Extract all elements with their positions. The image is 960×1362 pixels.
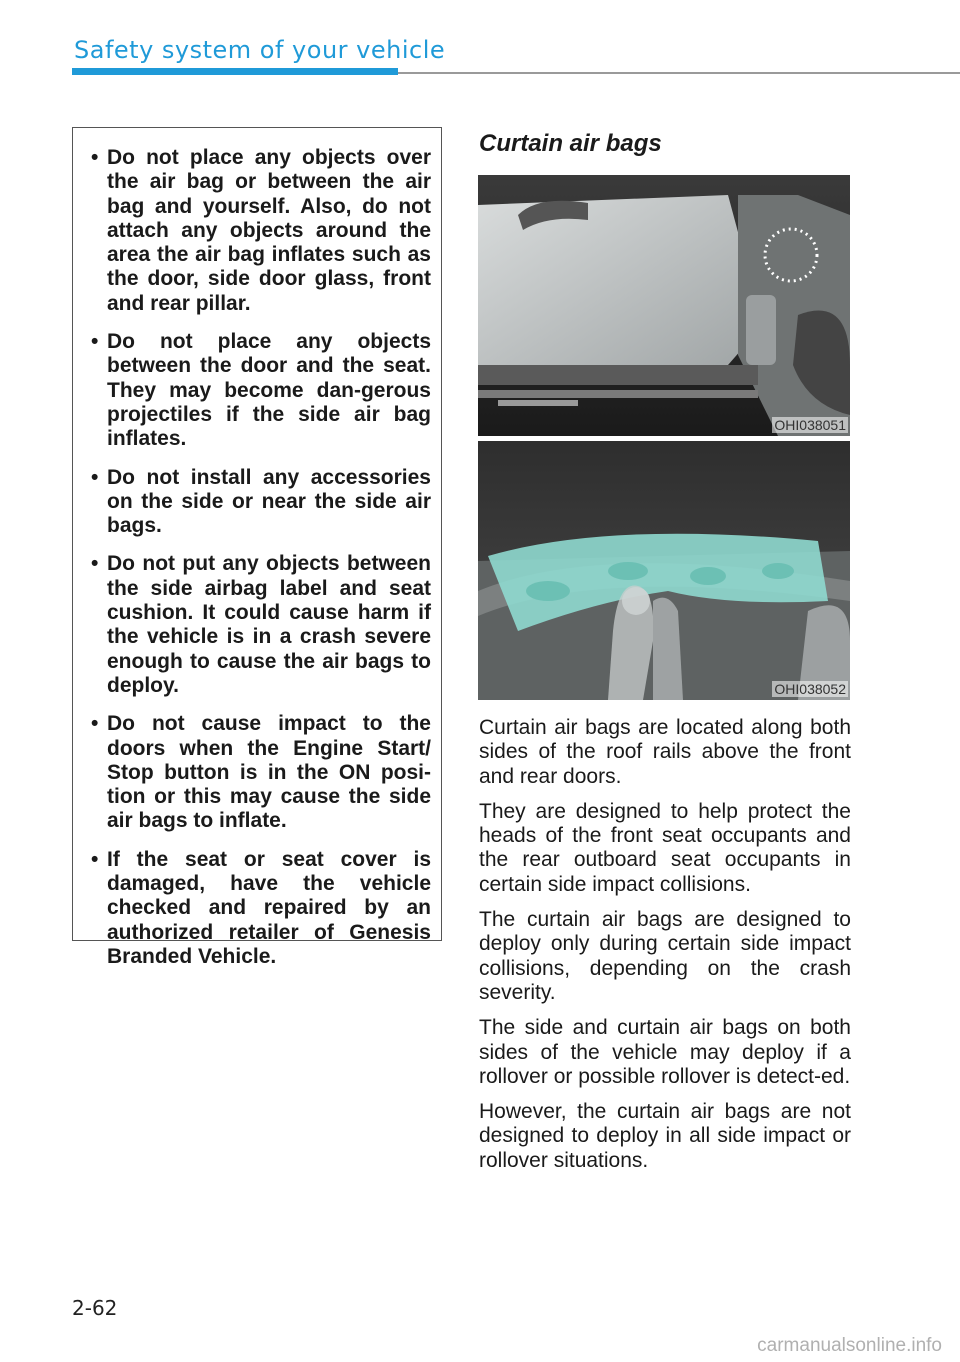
bullet-icon: • [91,552,99,576]
warning-item: • If the seat or seat cover is damaged, have the vehicle checked and repaired by an authorized retailer of Genesis Branded Vehicle. [91,847,431,968]
paragraph: The curtain air bags are designed to deploy only during certain side impact collisions, depending on the crash severity. [479,908,851,1004]
page-number: 2-62 [72,1296,118,1320]
warning-item: • Do not put any objects between the side airbag label and seat cushion. It could cause harm if the vehicle is in a crash severe enough to cause the air bags to deploy. [91,552,431,697]
header-rule [398,72,960,74]
warning-box [72,127,442,968]
paragraph: The side and curtain air bags on both sides of the vehicle may deploy if a rollover or possible rollover is detect-ed. [479,1016,851,1088]
bullet-icon: • [91,330,99,354]
bullet-icon: • [91,465,99,489]
warning-item: • Do not cause impact to the doors when the Engine Start/ Stop button is in the ON posi-tion or this may cause the side air bags to inflate. [91,712,431,833]
section-title: Curtain air bags [479,130,662,157]
bullet-icon: • [91,712,99,736]
figure-curtain-airbag [478,441,850,700]
header-accent-bar [72,68,398,75]
bullet-icon: • [91,146,99,169]
paragraph: They are designed to help protect the heads of the front seat occupants and the rear outboard seat occupants in certain side impact collisions. [479,799,851,896]
curtain-airbag-illustration [478,441,850,700]
section-header-title: Safety system of your vehicle [74,36,446,64]
body-text [479,716,851,1184]
bullet-icon: • [91,847,99,871]
paragraph: However, the curtain air bags are not designed to deploy in all side impact or rollover situations. [479,1100,851,1172]
figure-door-interior [478,175,850,436]
figure-code: OHI038051 [774,417,846,433]
warning-item: • Do not install any accessories on the side or near the side air bags. [91,465,431,538]
paragraph: Curtain air bags are located along both sides of the roof rails above the front and rear doors. [479,716,851,788]
warning-item: • Do not place any objects over the air bag or between the air bag and yourself. Also, do not attach any objects around the area the air bag inflates such as the door, side door glass, front and rear pillar. [91,146,431,315]
watermark-text: carmanualsonline.info [757,1335,942,1356]
door-interior-illustration [478,175,850,436]
warning-item: • Do not place any objects between the door and the seat. They may become dan-gerous projectiles if the side air bag inflates. [91,330,431,451]
figure-code: OHI038052 [774,681,846,697]
